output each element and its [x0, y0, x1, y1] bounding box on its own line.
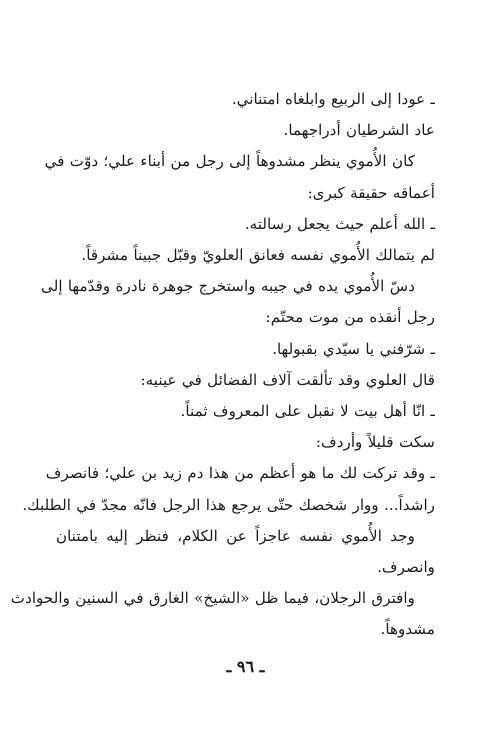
- text-line-7: دسّ الأُموي يده في جيبه واستخرج جوهرة نادرة وقدّمها إلى: [41, 277, 415, 296]
- text-line-13: ـ وقد تركت لك ما هو أعظم من هذا دم زيد بن علي؛ فانصرف: [45, 464, 435, 483]
- text-line-18: مشدوهاً.: [380, 620, 435, 639]
- text-line-4: أعماقه حقيقة كبرى:: [307, 183, 435, 202]
- page-text: [10, 84, 435, 646]
- text-line-8: رجل أنقذه من موت محتّم:: [265, 308, 435, 327]
- text-line-1: ـ عودا إلى الربيع وابلغاه امتناني.: [231, 90, 435, 108]
- page-number: ـ ٩٦ ـ: [226, 657, 265, 676]
- text-line-3: كان الأُموي ينظر مشدوهاً إلى رجل من أبناء علي؛ دوّت في: [44, 152, 415, 171]
- text-line-5: ـ الله أعلم حيث يجعل رسالته.: [244, 214, 435, 233]
- text-line-6: لم يتمالك الأُموي نفسه فعانق العلويّ وقبّل جبيناً مشرقاً.: [81, 246, 435, 265]
- text-line-9: ـ شرّفني يا سيّدي بقبولها.: [272, 339, 435, 358]
- text-line-14: راشداً... ووار شخصك حتّى يرجع هذا الرجل فانّه مجدّ في الطلبك.: [22, 495, 435, 514]
- text-line-2: عاد الشرطيان أدراجهما.: [283, 121, 435, 140]
- text-line-17: وافترق الرجلان، فيما ظل «الشيخ» الغارق في السنين والحوادث: [10, 589, 415, 608]
- text-line-11: ـ انّا أهل بيت لا نقبل على المعروف ثمناً.: [180, 402, 435, 421]
- text-line-10: قال العلوي وقد تألقت آلاف الفضائل في عينيه:: [140, 370, 435, 389]
- text-line-12: سكت قليلاً وأردف:: [315, 433, 435, 452]
- text-line-15: وجد الأُموي نفسه عاجزاً عن الكلام، فنظر إليه بامتنان: [56, 526, 415, 545]
- text-line-16: وانصرف.: [377, 558, 435, 577]
